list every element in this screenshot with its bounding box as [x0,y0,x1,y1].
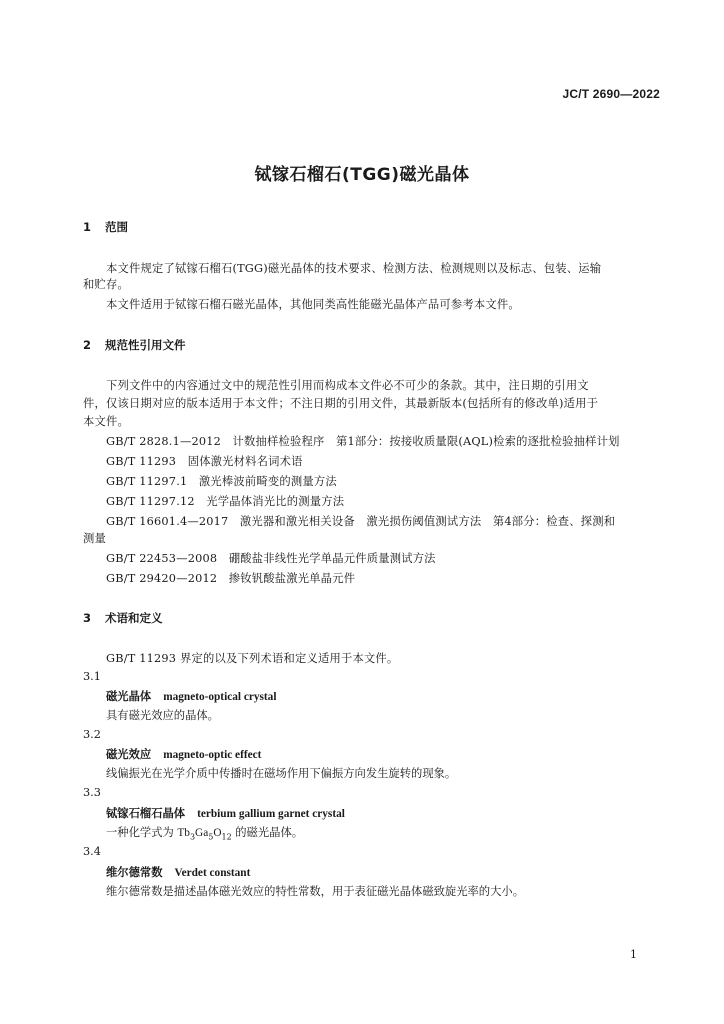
terms-intro: GB/T 11293 界定的以及下列术语和定义适用于本文件。 [106,652,399,665]
section-number: 2 [83,338,92,352]
scope-paragraph-1-cont: 和贮存。 [83,278,129,291]
term-definition: 线偏振光在光学介质中传播时在磁场作用下偏振方向发生旋转的现象。 [106,767,457,780]
reference-item: GB/T 2828.1—2012 计数抽样检验程序 第1部分：按接收质量限(AQL)检索的逐批检验抽样计划 [106,435,620,448]
term-heading [106,746,261,762]
reference-item: GB/T 22453—2008 硼酸盐非线性光学单晶元件质量测试方法 [106,552,436,565]
section-number: 3 [83,611,92,625]
scope-paragraph-2: 本文件适用于铽镓石榴石磁光晶体，其他同类高性能磁光晶体产品可参考本文件。 [106,298,520,311]
document-title: 铽镓石榴石(TGG)磁光晶体 [254,165,470,185]
term-en: magneto-optic effect [163,749,262,761]
page-number: 1 [630,948,637,961]
term-heading [106,688,276,704]
chemical-formula: $Tb_3Ga_5O_{12}$ [177,827,232,842]
text-line: 本文件规定了铽镓石榴石(TGG)磁光晶体的技术要求、检测方法、检测规则以及标志、包装、运输 [106,262,602,275]
term-en: terbium gallium garnet crystal [197,808,345,820]
reference-item: GB/T 29420—2012 掺钕钒酸盐激光单晶元件 [106,572,356,585]
reference-item-cont: 测量 [83,532,106,545]
term-definition: 维尔德常数是描述晶体磁光效应的特性常数，用于表征磁光晶体磁致旋光率的大小。 [106,885,524,898]
term-heading [106,805,345,821]
section-heading-3 [83,610,163,626]
term-heading [106,864,250,880]
term-number: 3.3 [83,786,101,799]
definition-text: 的磁光晶体。 [231,826,304,839]
scope-paragraph-1 [83,260,658,278]
reference-item: GB/T 11297.1 激光棒波前畸变的测量方法 [106,475,337,488]
term-zh: 维尔德常数 [106,866,163,879]
reference-item: GB/T 11293 固体激光材料名词术语 [106,455,303,468]
term-zh: 铽镓石榴石晶体 [106,807,186,820]
section-number: 1 [83,220,92,234]
section-heading-2 [83,337,186,353]
section-title: 规范性引用文件 [105,338,186,352]
definition-text: 一种化学式为 [106,826,178,839]
normative-intro-line-1: 下列文件中的内容通过文中的规范性引用而构成本文件必不可少的条款。其中，注日期的引用文 [106,379,589,392]
reference-item: GB/T 11297.12 光学晶体消光比的测量方法 [106,495,345,508]
term-definition [106,824,303,841]
term-en: magneto-optical crystal [163,691,277,703]
reference-item: GB/T 16601.4—2017 激光器和激光相关设备 激光损伤阈值测试方法 第4部分：检查、探测和 [106,515,616,528]
term-number: 3.1 [83,670,101,683]
normative-intro-line-3: 本文件。 [83,415,129,428]
section-heading-1 [83,219,128,235]
term-zh: 磁光晶体 [106,690,152,703]
term-en: Verdet constant [174,867,251,879]
term-number: 3.2 [83,728,101,741]
standard-code: JC/T 2690—2022 [562,87,660,101]
normative-intro-line-2: 件，仅该日期对应的版本适用于本文件；不注日期的引用文件，其最新版本(包括所有的修改单)适用于 [83,397,599,410]
section-title: 范围 [105,220,128,234]
term-zh: 磁光效应 [106,748,152,761]
section-title: 术语和定义 [105,611,163,625]
term-number: 3.4 [83,845,101,858]
term-definition: 具有磁光效应的晶体。 [106,709,219,722]
